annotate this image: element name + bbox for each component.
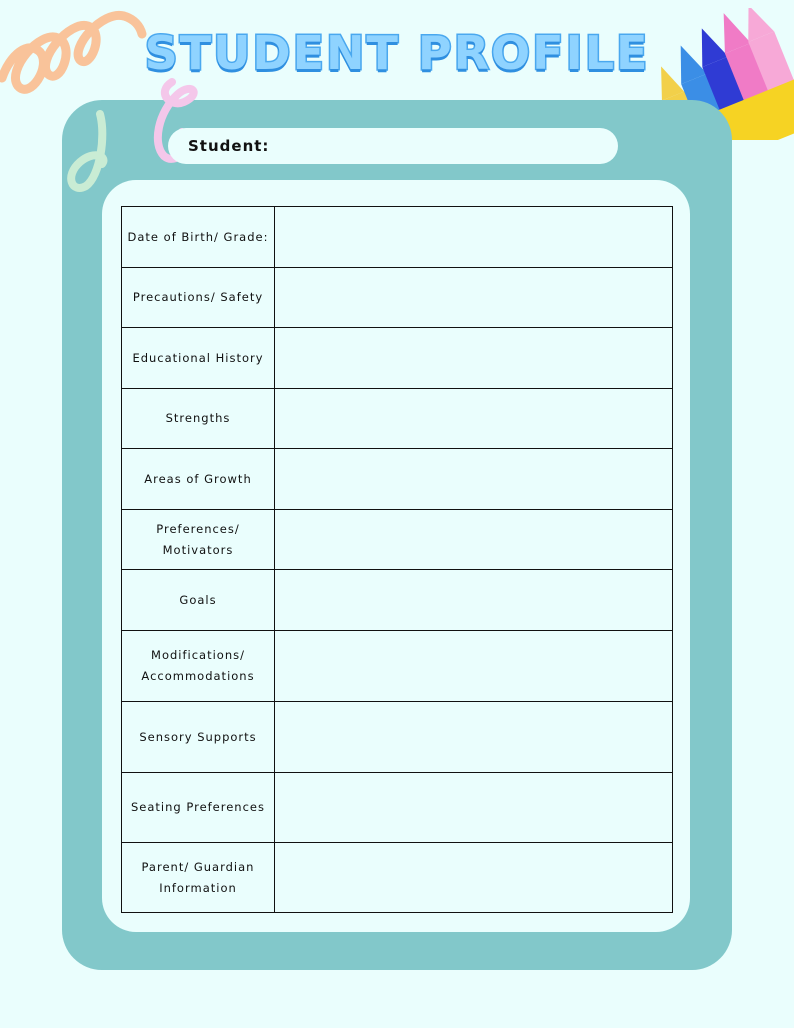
row-input-cell[interactable] (275, 389, 673, 449)
row-input-cell[interactable] (275, 328, 673, 389)
table-row (122, 570, 673, 631)
student-label: Student: (188, 137, 270, 155)
table-row (122, 389, 673, 449)
row-input-cell[interactable] (275, 449, 673, 510)
row-input-cell[interactable] (275, 207, 673, 268)
student-name-field[interactable] (168, 128, 618, 164)
table-row (122, 702, 673, 773)
row-label: Date of Birth/ Grade: (122, 207, 275, 268)
row-label: Goals (122, 570, 275, 631)
row-input-cell[interactable] (275, 570, 673, 631)
table-row (122, 207, 673, 268)
row-input-cell[interactable] (275, 773, 673, 843)
row-input-cell[interactable] (275, 631, 673, 702)
table-row (122, 631, 673, 702)
row-label: Educational History (122, 328, 275, 389)
row-label: Seating Preferences (122, 773, 275, 843)
row-label: Precautions/ Safety (122, 268, 275, 328)
profile-table (121, 206, 673, 913)
page-title: STUDENT PROFILE (144, 26, 650, 80)
row-input-cell[interactable] (275, 843, 673, 913)
row-label: Sensory Supports (122, 702, 275, 773)
table-row (122, 843, 673, 913)
table-row (122, 510, 673, 570)
table-row (122, 268, 673, 328)
table-row (122, 328, 673, 389)
table-row (122, 773, 673, 843)
green-squiggle-icon (56, 106, 116, 196)
row-label: Preferences/ Motivators (122, 510, 275, 570)
row-input-cell[interactable] (275, 702, 673, 773)
table-row (122, 449, 673, 510)
row-label: Parent/ Guardian Information (122, 843, 275, 913)
row-label: Areas of Growth (122, 449, 275, 510)
row-label: Modifications/ Accommodations (122, 631, 275, 702)
row-input-cell[interactable] (275, 268, 673, 328)
row-input-cell[interactable] (275, 510, 673, 570)
row-label: Strengths (122, 389, 275, 449)
